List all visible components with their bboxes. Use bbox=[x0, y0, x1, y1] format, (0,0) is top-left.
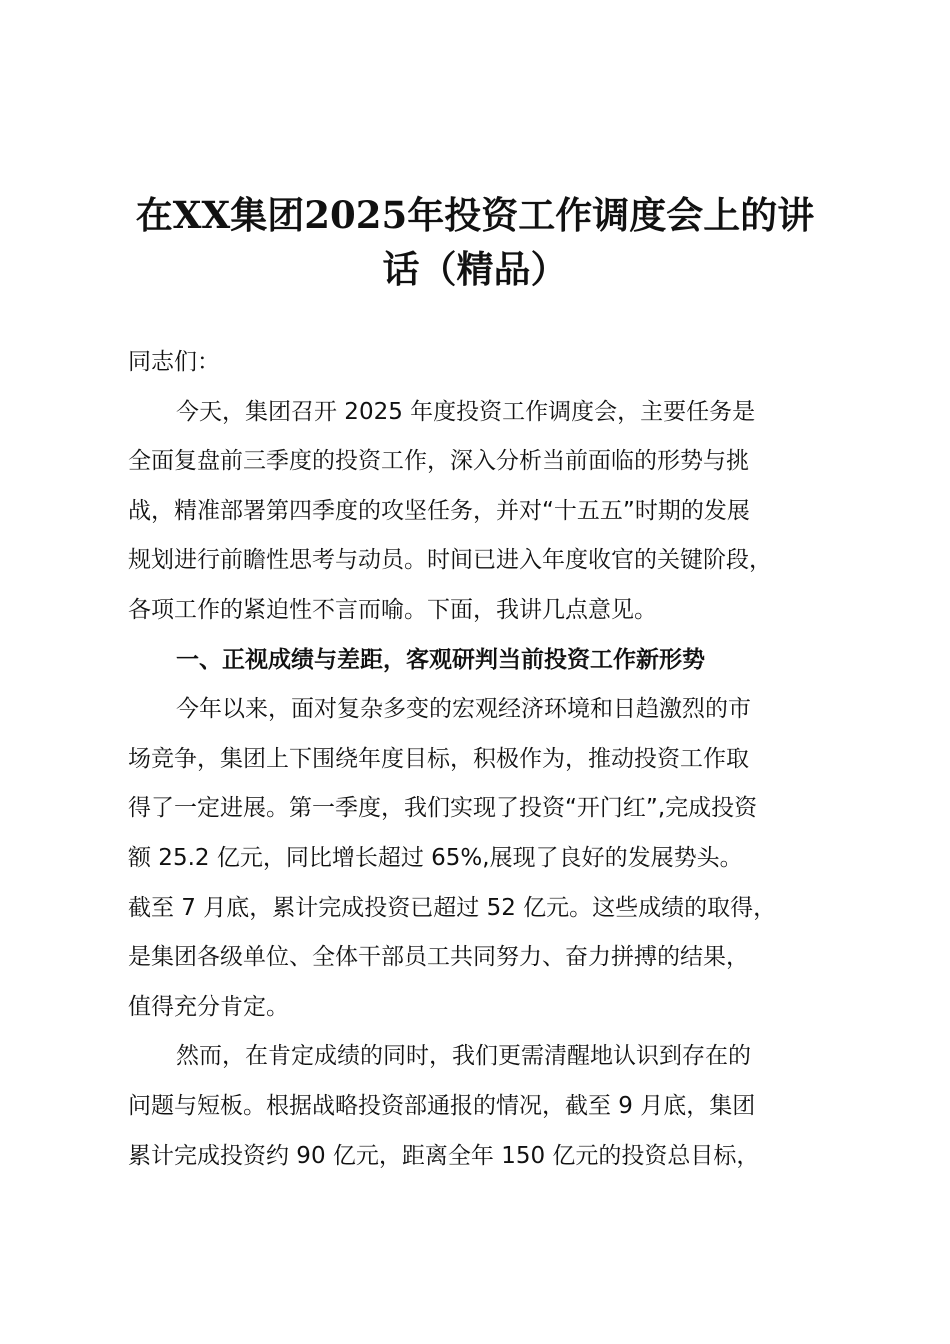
paragraph-line: 战，精准部署第四季度的攻坚任务，并对“十五五”时期的发展 bbox=[128, 497, 750, 524]
paragraph-line: 各项工作的紧迫性不言而喻。下面，我讲几点意见。 bbox=[128, 596, 657, 623]
section-heading-text: 一、正视成绩与差距，客观研判当前投资工作新形势 bbox=[176, 646, 705, 673]
paragraph-line: 累计完成投资约 90 亿元，距离全年 150 亿元的投资总目标， bbox=[128, 1142, 760, 1169]
title-line: 话（精品） bbox=[382, 247, 568, 291]
paragraph bbox=[128, 685, 858, 1032]
paragraph-line: 额 25.2 亿元，同比增长超过 65%,展现了良好的发展势头。 bbox=[128, 844, 743, 871]
document-title bbox=[110, 188, 840, 296]
paragraph-line: 值得充分肯定。 bbox=[128, 993, 289, 1020]
paragraph-line: 是集团各级单位、全体干部员工共同努力、奋力拼搏的结果， bbox=[128, 944, 749, 971]
title-line: 在XX集团2025年投资工作调度会上的讲 bbox=[135, 193, 815, 237]
paragraph-line: 得了一定进展。第一季度，我们实现了投资“开门红”,完成投资 bbox=[128, 795, 758, 822]
paragraph-line: 规划进行前瞻性思考与动员。时间已进入年度收官的关键阶段， bbox=[128, 547, 772, 574]
paragraph bbox=[128, 388, 858, 636]
paragraph-line: 今天，集团召开 2025 年度投资工作调度会，主要任务是 bbox=[176, 398, 756, 425]
paragraph-line: 今年以来，面对复杂多变的宏观经济环境和日趋激烈的市 bbox=[176, 696, 751, 723]
paragraph-line: 截至 7 月底，累计完成投资已超过 52 亿元。这些成绩的取得， bbox=[128, 894, 777, 921]
paragraph-line: 问题与短板。根据战略投资部通报的情况，截至 9 月底，集团 bbox=[128, 1092, 756, 1119]
paragraph-line: 全面复盘前三季度的投资工作，深入分析当前面临的形势与挑 bbox=[128, 448, 749, 475]
paragraph bbox=[128, 1032, 858, 1181]
paragraph-line: 然而，在肯定成绩的同时，我们更需清醒地认识到存在的 bbox=[176, 1043, 751, 1070]
paragraph-line: 场竞争，集团上下围绕年度目标，积极作为，推动投资工作取 bbox=[128, 745, 749, 772]
section-heading bbox=[128, 636, 858, 686]
document-body bbox=[128, 338, 858, 1181]
salutation: 同志们： bbox=[128, 349, 220, 375]
